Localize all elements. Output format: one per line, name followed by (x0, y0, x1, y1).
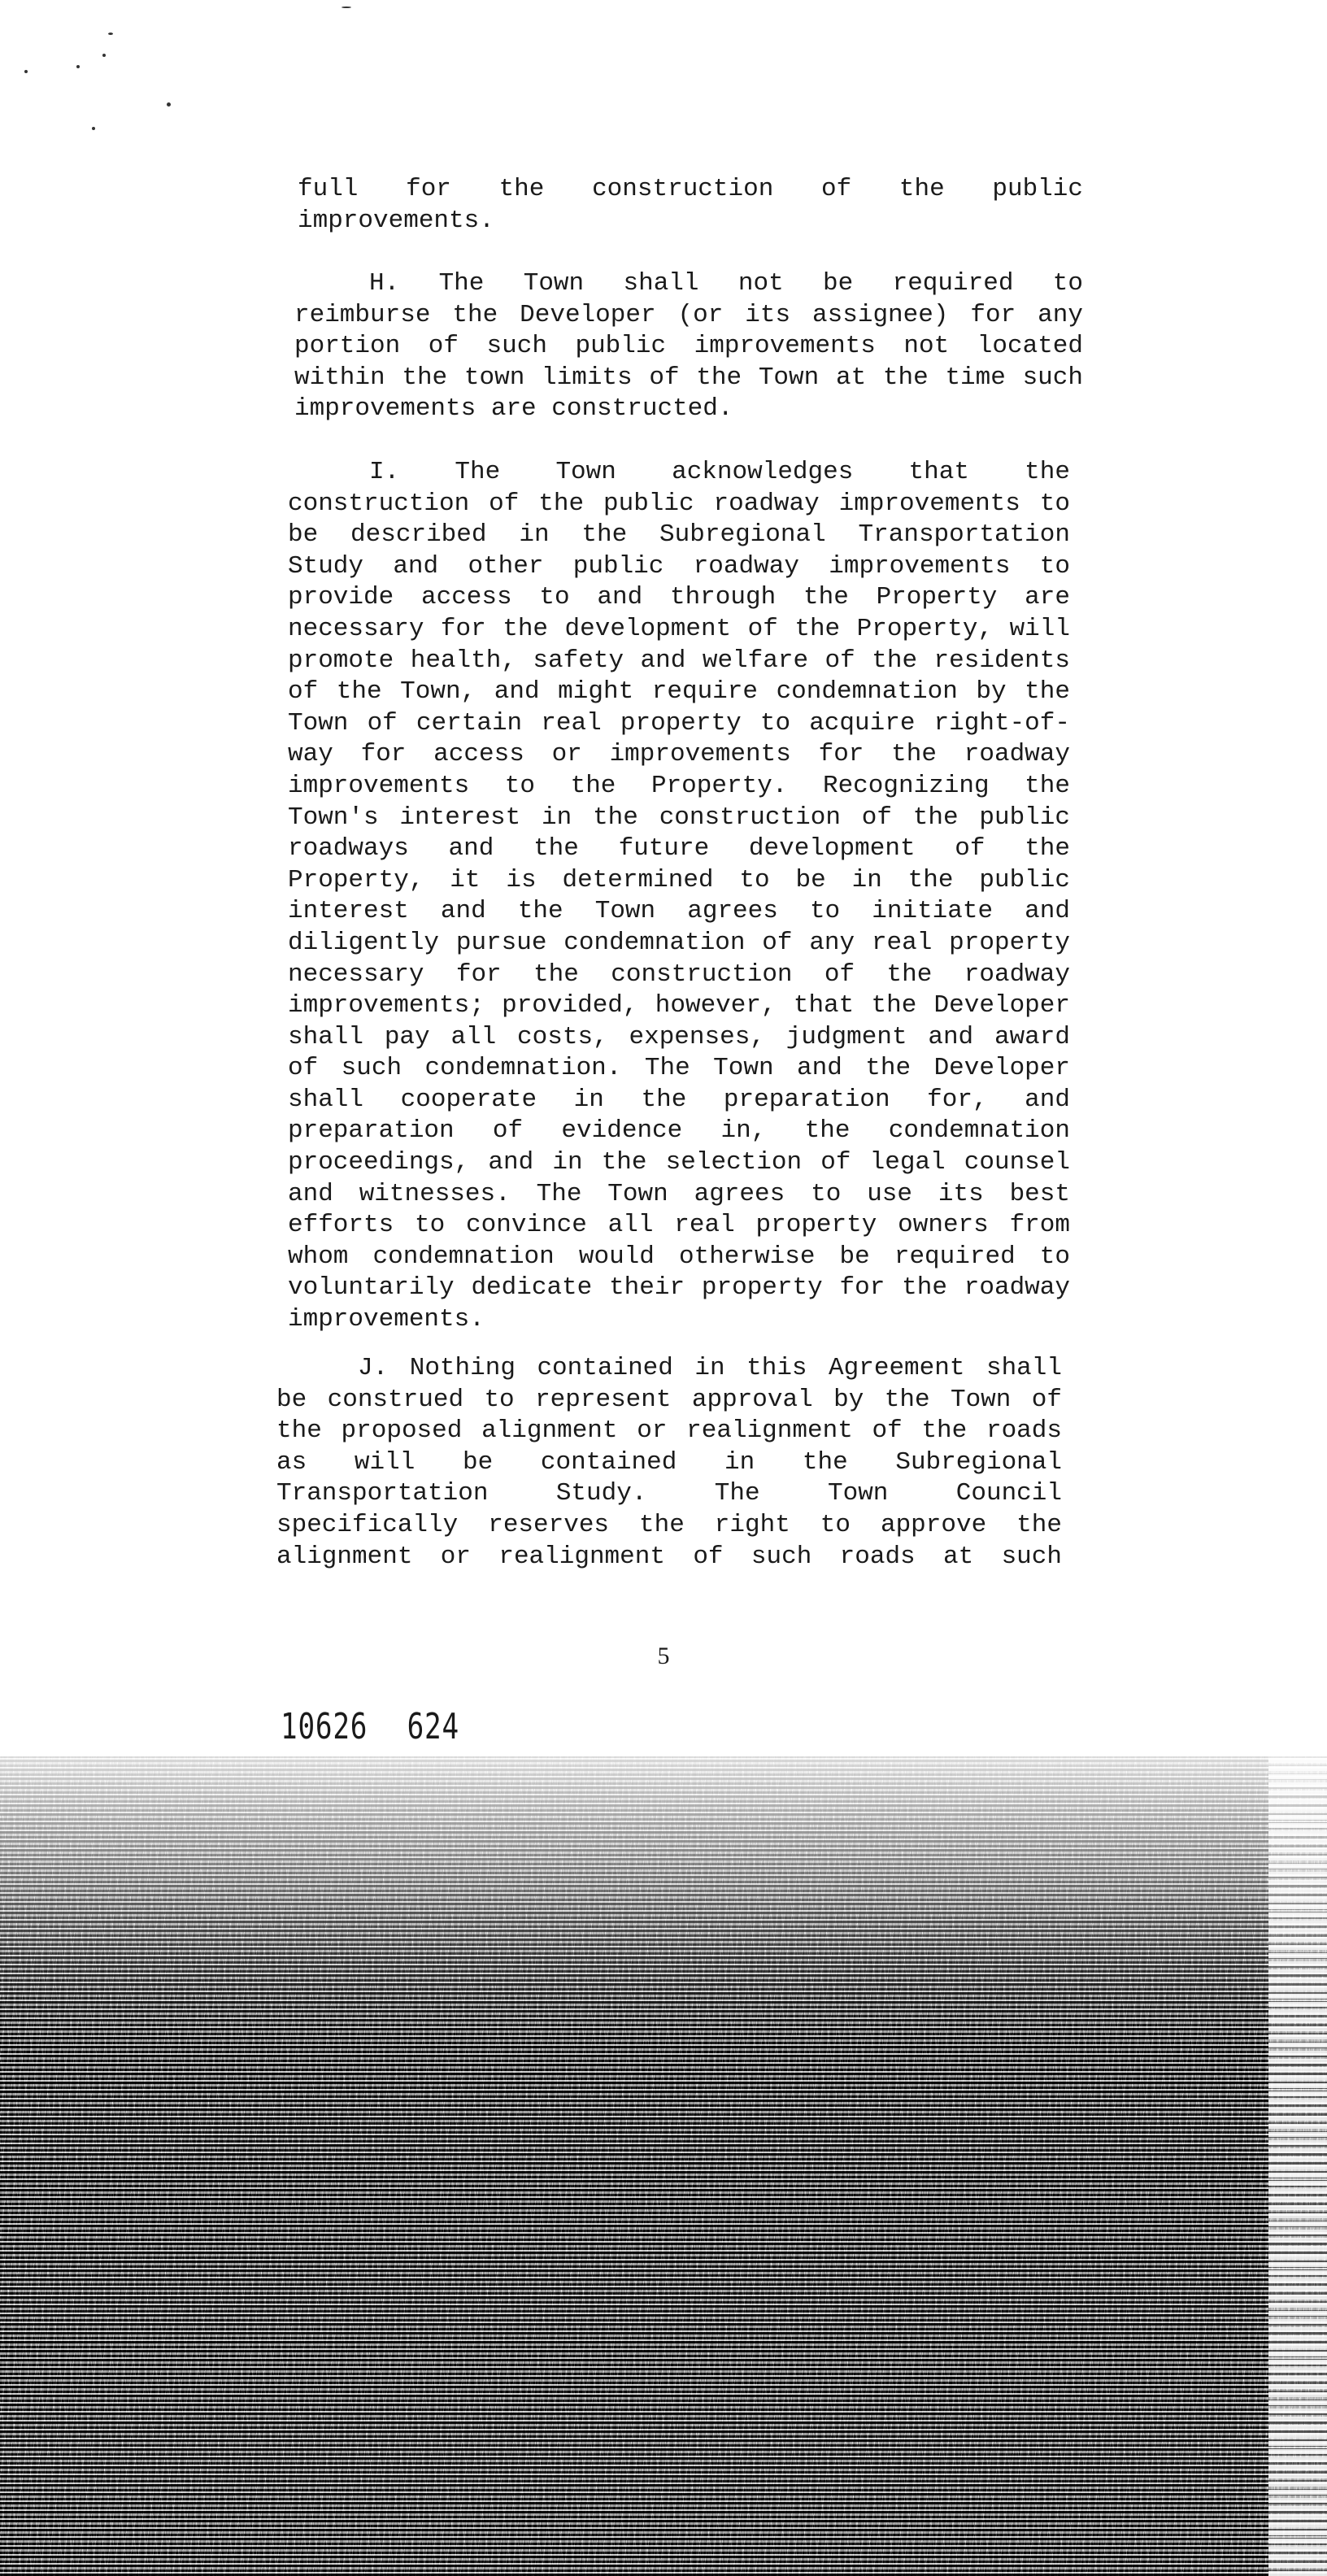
text-line: and witnesses. The Town agrees to use its best (288, 1179, 1070, 1208)
page-number: 5 (657, 1643, 670, 1669)
text-line: provide access to and through the Property are (288, 583, 1070, 612)
text-line: interest and the Town agrees to initiate and (288, 897, 1070, 926)
text-line: way for access or improvements for the roadway (288, 740, 1070, 769)
text-line: Property, it is determined to be in the public (288, 865, 1070, 894)
text-line: shall cooperate in the preparation for, and (288, 1085, 1070, 1114)
text-line: specifically reserves the right to approve the (276, 1510, 1062, 1539)
text-line: preparation of evidence in, the condemnation (288, 1116, 1070, 1146)
text-line: as will be contained in the Subregional (276, 1447, 1062, 1477)
text-line: Study and other public roadway improvements to (288, 551, 1070, 581)
text-line: reimburse the Developer (or its assignee) for any (294, 300, 1083, 329)
text-line: J. Nothing contained in this Agreement shall (358, 1354, 1062, 1382)
recording-page-number: 624 (407, 1706, 459, 1747)
recording-book-number: 10626 (281, 1706, 368, 1747)
scan-speck (76, 65, 80, 68)
text-line: diligently pursue condemnation of any real property (288, 928, 1070, 957)
scan-speck (108, 33, 113, 35)
scan-speck (167, 102, 171, 107)
scan-speck (24, 70, 28, 73)
text-line: shall pay all costs, expenses, judgment and award (288, 1022, 1070, 1051)
text-line: I. The Town acknowledges that the (369, 458, 1070, 486)
scan-speck (102, 54, 106, 57)
paragraph-section-i (288, 457, 1070, 1336)
paragraph-section-h (294, 268, 1083, 425)
paragraph-continuation (298, 174, 1083, 237)
text-line: of the Town, and might require condemnation by the (288, 677, 1070, 707)
text-line: H. The Town shall not be required to (369, 269, 1083, 298)
scan-noise-edge (1268, 1756, 1327, 2576)
text-line: improvements; provided, however, that the Developer (288, 991, 1070, 1020)
paragraph-section-j (276, 1353, 1062, 1573)
text-line: proceedings, and in the selection of legal counsel (288, 1148, 1070, 1177)
text-line: be construed to represent approval by the Town of (276, 1385, 1062, 1414)
text-line: improvements. (298, 206, 494, 235)
text-line: Town of certain real property to acquire right-of- (288, 708, 1070, 738)
text-line: within the town limits of the Town at the time such (294, 363, 1083, 392)
text-line: whom condemnation would otherwise be required to (288, 1242, 1070, 1271)
text-line: full for the construction of the public (298, 175, 1083, 203)
text-line: Transportation Study. The Town Council (276, 1479, 1062, 1508)
text-line: necessary for the construction of the roadway (288, 959, 1070, 989)
scan-speck (92, 127, 95, 130)
scan-noise-fade (0, 1756, 1327, 2049)
text-line: necessary for the development of the Property, will (288, 614, 1070, 643)
text-line: improvements. (288, 1305, 485, 1334)
text-line: improvements to the Property. Recognizing the (288, 771, 1070, 800)
text-line: portion of such public improvements not located (294, 332, 1083, 361)
scan-speck (342, 7, 351, 8)
recording-stamp (281, 1706, 459, 1747)
text-line: the proposed alignment or realignment of the roads (276, 1416, 1062, 1446)
text-line: roadways and the future development of the (288, 834, 1070, 864)
text-line: alignment or realignment of such roads at such (276, 1542, 1062, 1571)
text-line: of such condemnation. The Town and the Developer (288, 1054, 1070, 1083)
text-line: improvements are constructed. (294, 394, 733, 424)
text-line: be described in the Subregional Transportation (288, 520, 1070, 550)
text-line: voluntarily dedicate their property for the roadway (288, 1273, 1070, 1303)
text-line: Town's interest in the construction of the public (288, 803, 1070, 832)
text-line: promote health, safety and welfare of the residents (288, 646, 1070, 675)
text-line: efforts to convince all real property owners from (288, 1211, 1070, 1240)
text-line: construction of the public roadway improvements to (288, 489, 1070, 518)
